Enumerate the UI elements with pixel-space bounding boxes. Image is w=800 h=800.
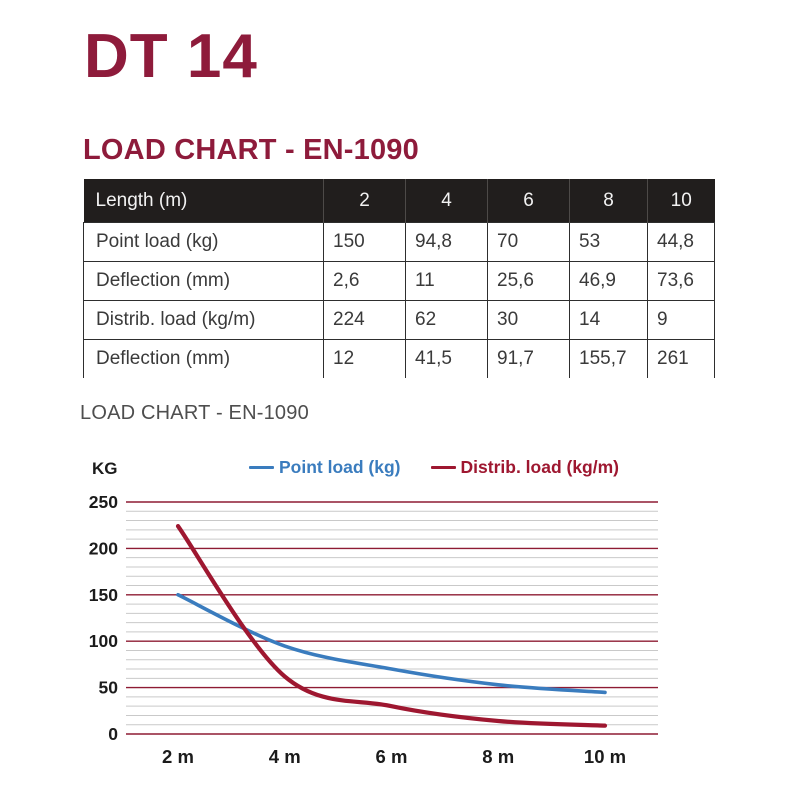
- legend-label: Point load (kg): [278, 457, 401, 477]
- row-label: Point load (kg): [84, 223, 324, 262]
- cell: 70: [488, 223, 570, 262]
- cell: 46,9: [570, 262, 648, 301]
- row-label: Distrib. load (kg/m): [84, 301, 324, 340]
- x-category-label: 10 m: [583, 746, 627, 767]
- table-row: [84, 262, 715, 301]
- cell: 2,6: [324, 262, 406, 301]
- cell: 11: [406, 262, 488, 301]
- y-axis-unit-label: KG: [92, 459, 118, 478]
- x-category-label: 8 m: [482, 746, 515, 767]
- header-col-6: 6: [488, 179, 570, 223]
- cell: 9: [648, 301, 715, 340]
- y-tick-label: 150: [88, 584, 118, 605]
- cell: 91,7: [488, 340, 570, 379]
- header-col-10: 10: [648, 179, 715, 223]
- legend-label: Distrib. load (kg/m): [460, 457, 619, 477]
- cell: 41,5: [406, 340, 488, 379]
- chart-legend: [122, 457, 746, 478]
- page-title: DT 14: [84, 22, 258, 91]
- y-tick-label: 200: [88, 538, 118, 559]
- y-tick-label: 50: [98, 677, 118, 698]
- y-tick-label: 0: [108, 724, 118, 744]
- header-length: Length (m): [84, 179, 324, 223]
- distrib-load-line-swatch-icon: [431, 466, 456, 469]
- load-chart: [80, 449, 704, 781]
- cell: 12: [324, 340, 406, 379]
- load-table: [83, 179, 715, 378]
- point-load-line-swatch-icon: [249, 466, 274, 469]
- header-col-4: 4: [406, 179, 488, 223]
- cell: 261: [648, 340, 715, 379]
- legend-item-point-load: [249, 457, 401, 478]
- cell: 155,7: [570, 340, 648, 379]
- series-line-point-load-kg: [178, 595, 605, 693]
- cell: 94,8: [406, 223, 488, 262]
- y-tick-label: 250: [88, 492, 118, 512]
- table-row: [84, 223, 715, 262]
- series-line-distrib-load-kg-m: [178, 526, 605, 726]
- header-col-8: 8: [570, 179, 648, 223]
- header-col-2: 2: [324, 179, 406, 223]
- x-category-label: 4 m: [268, 746, 301, 767]
- cell: 30: [488, 301, 570, 340]
- table-row: [84, 340, 715, 379]
- row-label: Deflection (mm): [84, 262, 324, 301]
- cell: 53: [570, 223, 648, 262]
- x-category-label: 2 m: [162, 746, 194, 767]
- row-label: Deflection (mm): [84, 340, 324, 379]
- cell: 224: [324, 301, 406, 340]
- chart-title: LOAD CHART - EN-1090: [80, 402, 309, 424]
- legend-item-distrib-load: [431, 457, 619, 478]
- x-category-label: 6 m: [375, 746, 408, 767]
- cell: 73,6: [648, 262, 715, 301]
- table-row: [84, 301, 715, 340]
- cell: 25,6: [488, 262, 570, 301]
- cell: 62: [406, 301, 488, 340]
- section-heading: LOAD CHART - EN-1090: [83, 134, 419, 166]
- cell: 44,8: [648, 223, 715, 262]
- table-header-row: [84, 179, 715, 223]
- line-chart-canvas: [80, 449, 704, 781]
- cell: 150: [324, 223, 406, 262]
- cell: 14: [570, 301, 648, 340]
- y-tick-label: 100: [88, 631, 118, 652]
